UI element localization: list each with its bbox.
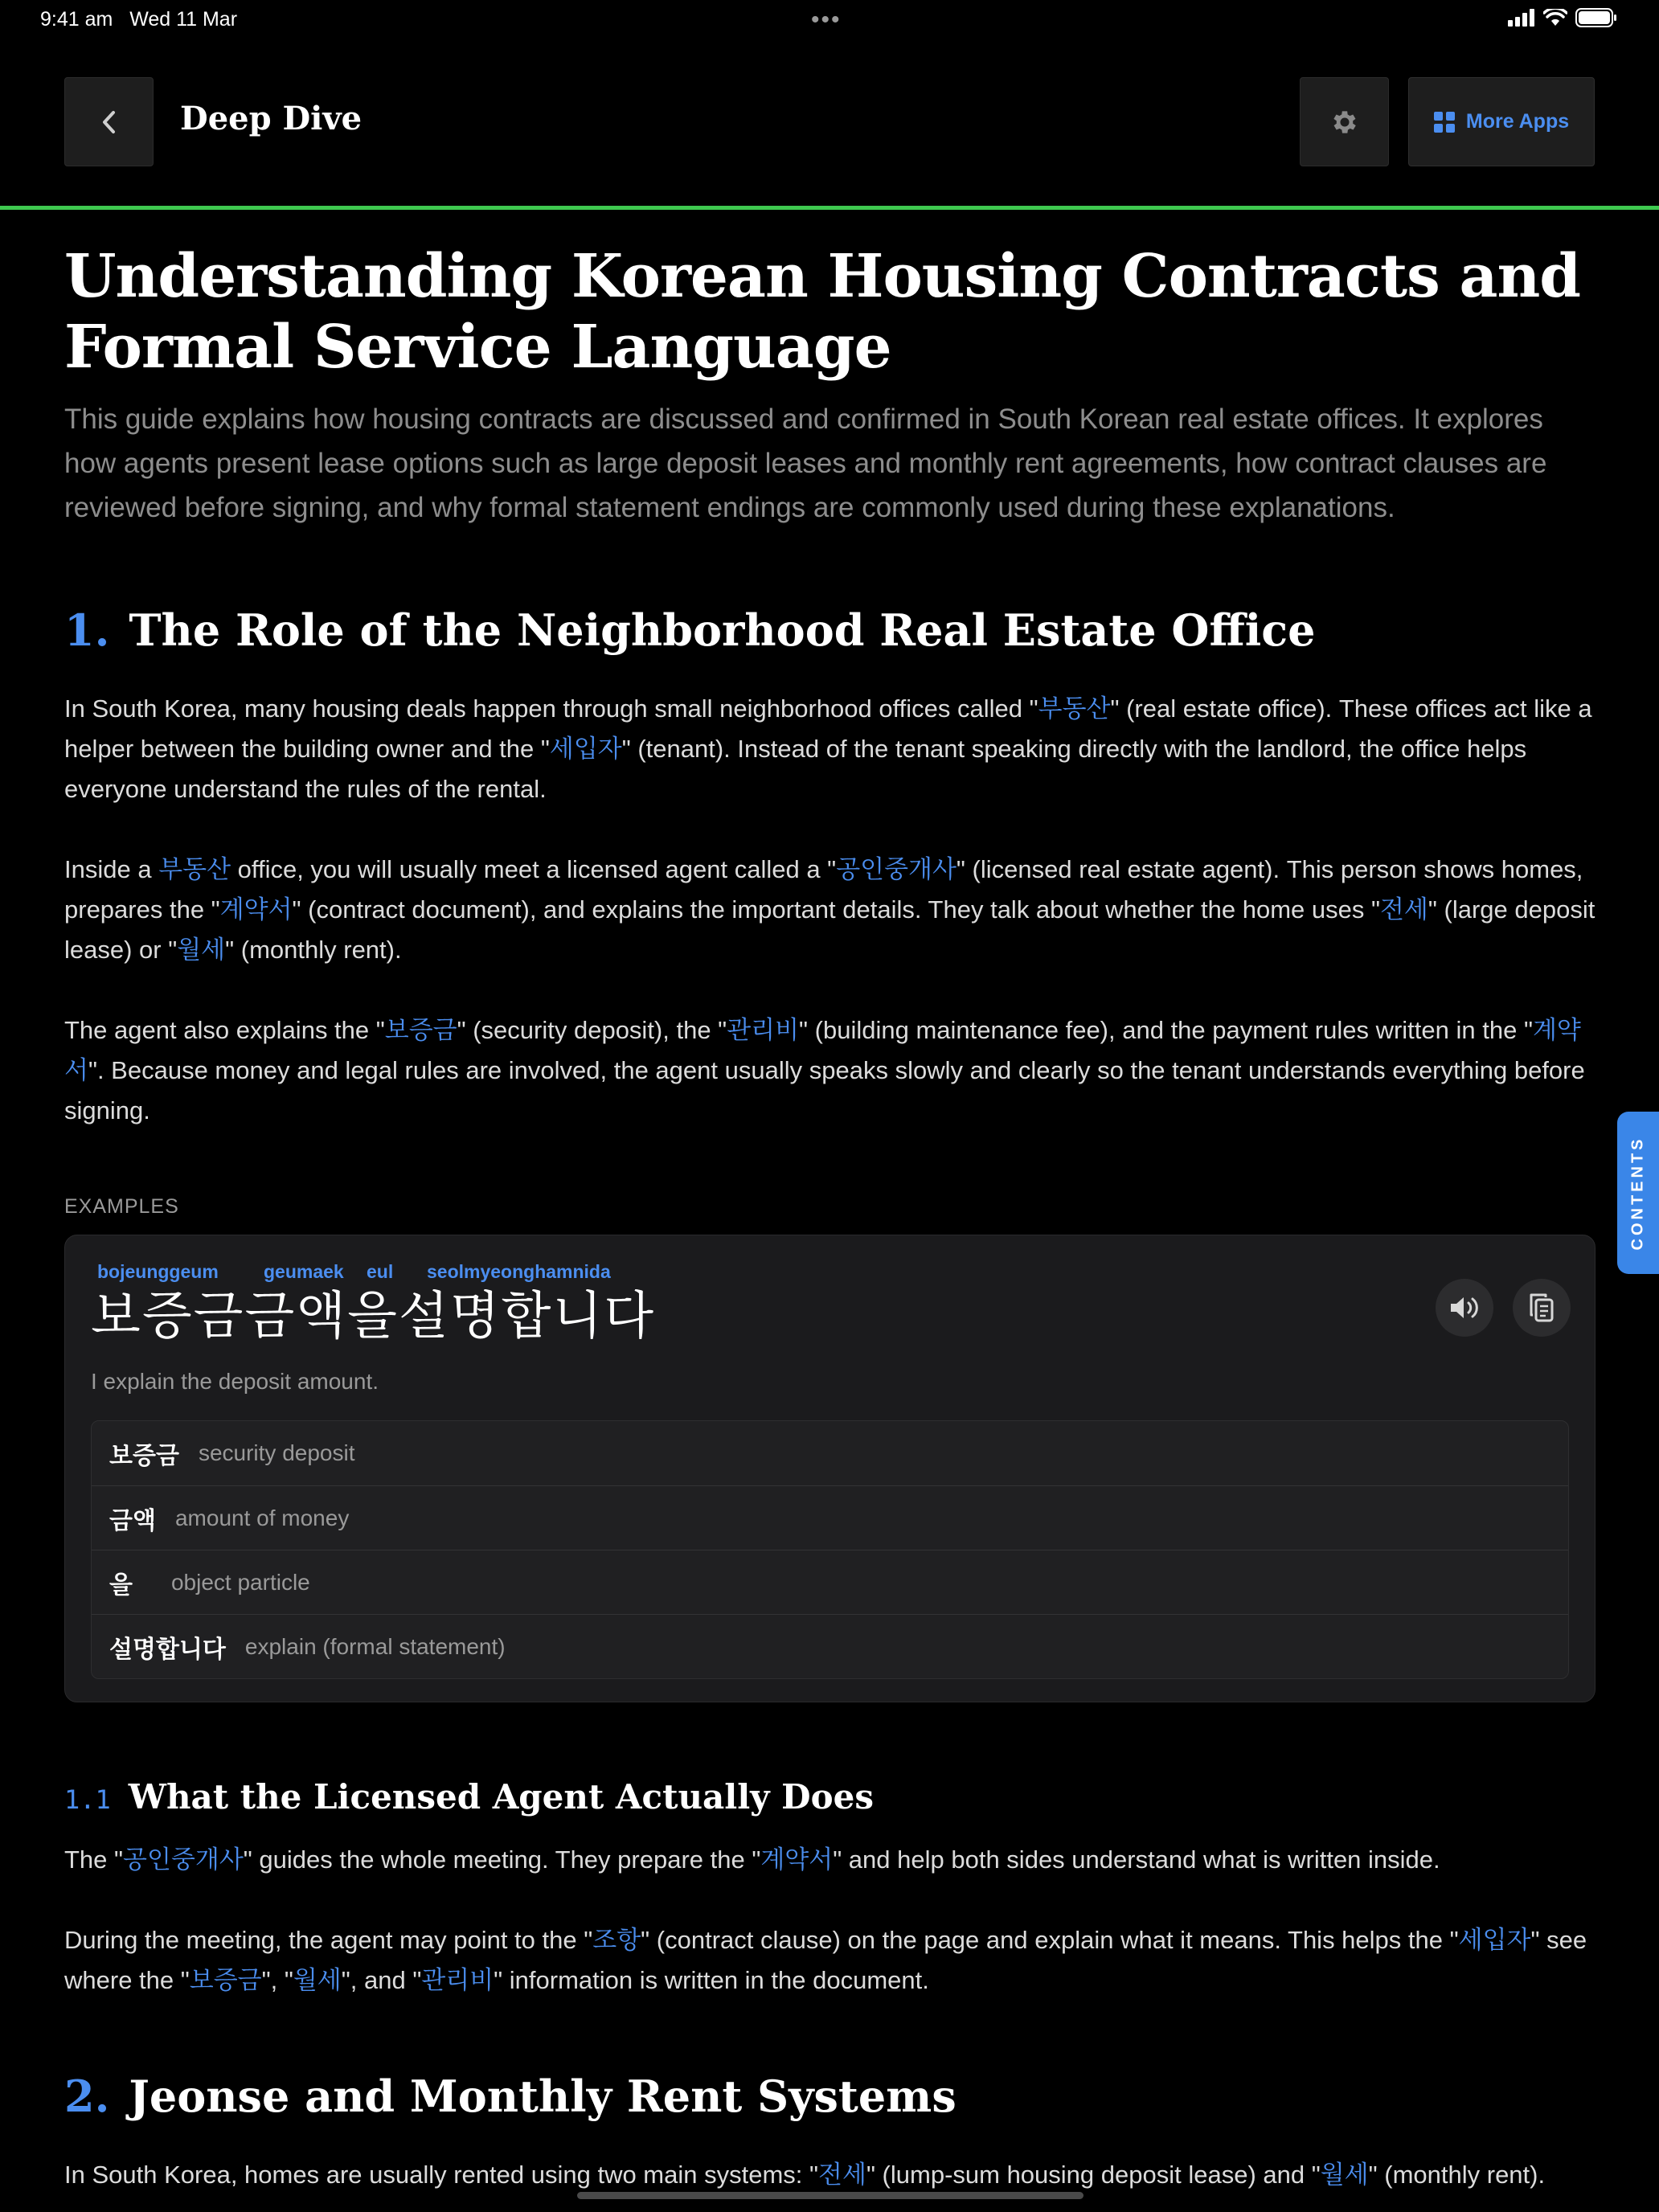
romanization: geumaek	[264, 1261, 344, 1282]
paragraph: In South Korea, many housing deals happen through small neighborhood offices called "부동산" (real estate office). These offices act like a helper between the building owner and the "세입자" (tenant). Instead of the tenant speaking directly with the landlord, the office helps everyone understand the rules of the rental.	[64, 694, 1592, 803]
vocab-word: 설명합니다	[109, 1636, 226, 1663]
romanization: seolmyeonghamnida	[427, 1261, 611, 1282]
app-title: Deep Dive	[180, 100, 363, 137]
keyword-link[interactable]: 공인중개사	[836, 855, 956, 883]
keyword-link[interactable]: 보증금	[189, 1966, 262, 1994]
status-date: Wed 11 Mar	[129, 8, 238, 31]
multitasking-dots[interactable]: •••	[811, 6, 842, 33]
section-title: Jeonse and Monthly Rent Systems	[129, 2071, 956, 2122]
keyword-link[interactable]: 전세	[1379, 895, 1428, 924]
vocab-word: 을	[109, 1571, 133, 1599]
vocab-meaning: explain (formal statement)	[244, 1633, 506, 1659]
keyword-link[interactable]: 공인중개사	[123, 1845, 244, 1874]
grid-icon	[1434, 112, 1455, 133]
page-title: Understanding Korean Housing Contracts and Formal Service Language	[64, 242, 1581, 382]
wifi-icon	[1543, 9, 1567, 27]
status-bar	[0, 0, 1659, 39]
article	[64, 241, 1596, 2195]
example-sentence: 보증금금액을설명합니다	[91, 1287, 656, 1345]
settings-button[interactable]	[1300, 77, 1389, 166]
keyword-link[interactable]: 부동산	[1038, 694, 1111, 723]
vocab-word: 금액	[109, 1507, 156, 1534]
vocab-row[interactable]	[92, 1421, 1568, 1485]
example-translation: I explain the deposit amount.	[91, 1369, 379, 1394]
keyword-link[interactable]: 계약서	[219, 895, 293, 924]
vocab-row[interactable]	[92, 1485, 1568, 1550]
status-icons	[1508, 8, 1617, 27]
romanization-row	[91, 1261, 1569, 1284]
subsection-heading-1-1	[64, 1776, 1596, 1821]
keyword-link[interactable]: 보증금	[384, 1016, 457, 1044]
subsection-title: What the Licensed Agent Actually Does	[128, 1777, 874, 1817]
keyword-link[interactable]: 계약서	[760, 1845, 834, 1874]
subsection-number: 1.1	[64, 1784, 111, 1815]
keyword-link[interactable]: 월세	[1320, 2161, 1369, 2189]
app-header	[0, 39, 1659, 207]
status-clock: 9:41 am	[40, 8, 113, 31]
paragraph: In South Korea, homes are usually rented using two main systems: "전세" (lump-sum housing deposit lease) and "월세" (monthly rent).	[64, 2161, 1546, 2189]
gear-icon	[1329, 107, 1360, 137]
paragraph: The "공인중개사" guides the whole meeting. They prepare the "계약서" and help both sides understand what is written inside.	[64, 1845, 1440, 1874]
cellular-signal-icon	[1508, 9, 1535, 27]
keyword-link[interactable]: 세입자	[1458, 1926, 1531, 1954]
keyword-link[interactable]: 월세	[293, 1966, 342, 1994]
keyword-link[interactable]: 조항	[592, 1926, 641, 1954]
paragraph: The agent also explains the "보증금" (security deposit), the "관리비" (building maintenance fee), and the payment rules written in the "계약서". Because money and legal rules are involved, the agent usually speaks slowly and clearly so the tenant understands everything before signing.	[64, 1016, 1585, 1124]
keyword-link[interactable]: 전세	[818, 2161, 866, 2189]
speak-button[interactable]	[1436, 1279, 1493, 1337]
vocab-meaning: object particle	[170, 1569, 310, 1595]
home-indicator[interactable]	[577, 2192, 1083, 2199]
contents-tab-label: CONTENTS	[1628, 1136, 1647, 1250]
paragraph: During the meeting, the agent may point to the "조항" (contract clause) on the page and explain what it means. This helps the "세입자" see where the "보증금", "월세", and "관리비" information is written in the document.	[64, 1926, 1587, 1994]
vocab-meaning: security deposit	[198, 1440, 355, 1465]
keyword-link[interactable]: 세입자	[549, 735, 622, 763]
section-number: 1.	[64, 604, 110, 656]
keyword-link[interactable]: 부동산	[158, 855, 231, 883]
romanization: eul	[367, 1261, 394, 1282]
vocab-word: 보증금	[109, 1443, 179, 1469]
back-button[interactable]	[64, 77, 154, 166]
vocab-meaning: amount of money	[174, 1505, 350, 1530]
vocab-row[interactable]	[92, 1550, 1568, 1614]
section-heading-2	[64, 2070, 1596, 2123]
chevron-left-icon	[97, 108, 121, 137]
vocab-table	[91, 1420, 1569, 1679]
more-apps-button[interactable]	[1408, 77, 1595, 166]
reading-progress-bar	[0, 206, 1659, 210]
example-card	[64, 1235, 1596, 1702]
article-lede: This guide explains how housing contracts are discussed and confirmed in South Korean real estate offices. It explores how agents present lease options such as large deposit leases and monthly rent agreements, how contract clauses are reviewed before signing, and why formal statement endings are commonly used during these explanations.	[64, 403, 1547, 523]
romanization: bojeunggeum	[97, 1261, 219, 1282]
speaker-icon	[1448, 1294, 1481, 1321]
section-title: The Role of the Neighborhood Real Estate Office	[129, 604, 1316, 656]
more-apps-label: More Apps	[1465, 110, 1570, 133]
section-number: 2.	[64, 2071, 110, 2122]
status-time	[40, 8, 237, 31]
keyword-link[interactable]: 계약서	[64, 1016, 1581, 1084]
vocab-row[interactable]	[92, 1614, 1568, 1678]
battery-icon	[1575, 8, 1617, 27]
paragraph: Inside a 부동산 office, you will usually meet a licensed agent called a "공인중개사" (licensed real estate agent). This person shows homes, prepares the "계약서" (contract document), and explains the important details. They talk about whether the home uses "전세" (large deposit lease) or "월세" (monthly rent).	[64, 855, 1596, 964]
keyword-link[interactable]: 관리비	[727, 1016, 800, 1044]
section-heading-1	[64, 604, 1596, 657]
contents-tab[interactable]	[1617, 1112, 1659, 1274]
keyword-link[interactable]: 관리비	[421, 1966, 494, 1994]
copy-icon	[1528, 1292, 1555, 1323]
examples-label: EXAMPLES	[64, 1195, 179, 1218]
copy-button[interactable]	[1513, 1279, 1571, 1337]
keyword-link[interactable]: 월세	[177, 936, 226, 964]
